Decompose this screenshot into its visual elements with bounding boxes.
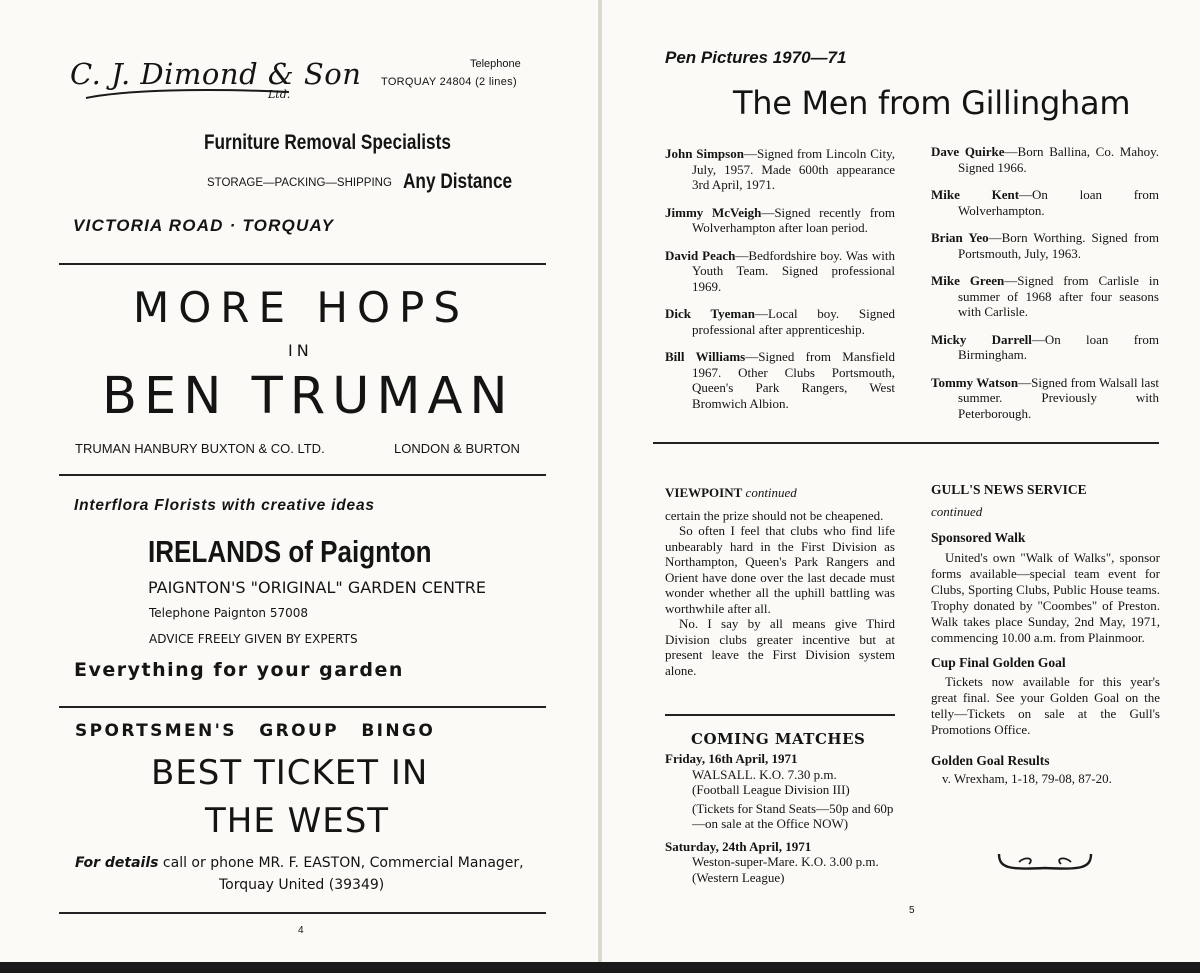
player-description: —Bedfordshire boy. Was with Youth Team. Signed professional 1969. (692, 247, 895, 294)
irelands-slogan: Everything for your garden (74, 659, 404, 681)
golden-goal-results-text: v. Wrexham, 1-18, 79-08, 87-20. (942, 770, 1112, 786)
dimond-any-distance: Any Distance (403, 170, 513, 193)
player-name: Dave Quirke (931, 144, 1005, 159)
irelands-tagline: Interflora Florists with creative ideas (74, 497, 375, 514)
player-description: —Signed from Mansfield 1967. Other Clubs Portsmouth, Queen's Park Rangers, West Bromwich Albion. (692, 349, 895, 411)
viewpoint-para2: So often I feel that clubs who find life unbearably hard in the First Division as Northampton, Queen's Park Rangers and Orient have done over the last decade must wonder whether all the uphill battling was worthwhile after all. (665, 523, 895, 616)
player-entry (931, 375, 1159, 422)
player-entry (665, 146, 895, 193)
dimond-telephone-number: TORQUAY 24804 (2 lines) (381, 76, 517, 88)
viewpoint-para3: No. I say by all means give Third Division clubs greater incentive but at present leave the First Division system alone. (665, 616, 895, 678)
scan-edge (0, 962, 1200, 973)
player-name: Mike Green (931, 273, 1005, 288)
match2-details (665, 854, 897, 885)
player-name: Jimmy McVeigh (665, 204, 762, 220)
player-entry (665, 248, 895, 295)
irelands-name: IRELANDS of Paignton (148, 534, 432, 569)
divider (665, 714, 895, 716)
player-description: —Born Worthing. Signed from Portsmouth, July, 1963. (958, 230, 1159, 261)
player-entry (931, 273, 1159, 320)
players-right-column (931, 144, 1159, 433)
player-entry (931, 187, 1159, 218)
player-entry (665, 349, 895, 411)
match1-details (665, 767, 897, 832)
player-description: —On loan from Birmingham. (958, 331, 1159, 362)
divider (59, 912, 546, 914)
bingo-details-bold: For details (75, 855, 159, 871)
player-name: Tommy Watson (931, 374, 1019, 390)
dimond-services: STORAGE—PACKING—SHIPPING (207, 177, 392, 189)
bingo-details-text: call or phone MR. F. EASTON, Commercial Manager, (158, 855, 524, 871)
gulls-continued: continued (931, 503, 983, 519)
player-description: —On loan from Wolverhampton. (958, 187, 1159, 218)
dimond-headline: Furniture Removal Specialists (204, 131, 451, 154)
match1-date: Friday, 16th April, 1971 (665, 751, 798, 766)
right-page (602, 0, 1200, 962)
bingo-title: SPORTSMEN'S GROUP BINGO (75, 721, 436, 741)
sponsored-walk-heading: Sponsored Walk (931, 530, 1026, 545)
divider (59, 474, 546, 476)
section-label: Pen Pictures 1970—71 (665, 48, 847, 67)
player-entry (665, 306, 895, 337)
page-number-left: 4 (298, 925, 304, 936)
match2-line1: Weston-super-Mare. K.O. 3.00 p.m. (692, 854, 879, 869)
irelands-advice: ADVICE FREELY GIVEN BY EXPERTS (149, 632, 358, 646)
irelands-telephone: Telephone Paignton 57008 (149, 606, 309, 620)
dimond-ltd: Ltd. (268, 88, 291, 101)
player-description: —Signed from Carlisle in summer of 1968 after four seasons with Carlisle. (958, 273, 1159, 319)
golden-goal-results-heading: Golden Goal Results (931, 753, 1050, 768)
sponsored-walk-text: United's own "Walk of Walks", sponsor forms available—special team event for Clubs, Sporting Clubs, Public House teams. Trophy donated by "Coombes" of Preston. Walk takes place Sunday, 2nd May, 1971, commencing 10.00 a.m. from Plainmoor. (931, 549, 1160, 645)
truman-more-hops: MORE HOPS (133, 283, 469, 332)
dimond-address: VICTORIA ROAD · TORQUAY (73, 216, 335, 235)
gulls-news-section (931, 482, 1160, 786)
player-name: Bill Williams (665, 349, 746, 364)
player-entry (665, 205, 895, 236)
left-page (0, 0, 598, 962)
truman-in: IN (288, 341, 313, 360)
player-description: —Signed from Lincoln City, July, 1957. Made 600th appearance 3rd April, 1971. (692, 146, 895, 192)
divider (59, 706, 546, 708)
divider (59, 263, 546, 265)
player-entry (931, 144, 1159, 175)
player-name: David Peach (665, 247, 736, 263)
match2-date: Saturday, 24th April, 1971 (665, 838, 812, 854)
cup-final-heading: Cup Final Golden Goal (931, 654, 1066, 670)
truman-location: LONDON & BURTON (394, 441, 520, 456)
irelands-subtitle: PAIGNTON'S "ORIGINAL" GARDEN CENTRE (148, 578, 487, 597)
viewpoint-section (665, 485, 895, 678)
bingo-line2: THE WEST (205, 801, 390, 841)
player-description: —Signed recently from Wolverhampton after loan period. (692, 204, 895, 235)
coming-matches-title: COMING MATCHES (691, 730, 866, 748)
player-name: John Simpson (665, 146, 744, 161)
player-entry (931, 332, 1159, 363)
logo-flourish-icon (84, 86, 294, 102)
dimond-telephone-label: Telephone (470, 58, 521, 70)
match2-line2: (Western League) (692, 869, 785, 885)
bingo-details-line2: Torquay United (39349) (219, 877, 385, 893)
player-description: —Signed from Walsall last summer. Previously with Peterborough. (958, 374, 1159, 421)
viewpoint-heading: VIEWPOINT (665, 485, 743, 500)
match1-line2: (Football League Division III) (692, 782, 850, 797)
truman-ben-truman: BEN TRUMAN (102, 367, 515, 426)
dimond-logo: C. J. Dimond & Son (70, 57, 362, 91)
coming-matches-section (665, 751, 897, 885)
player-description: —Local boy. Signed professional after apprenticeship. (692, 306, 895, 337)
divider (653, 442, 1159, 444)
match1-line1: WALSALL. K.O. 7.30 p.m. (692, 766, 837, 782)
match1-line3: (Tickets for Stand Seats—50p and 60p—on sale at the Office NOW) (692, 800, 894, 831)
player-entry (931, 230, 1159, 261)
players-left-column (665, 146, 895, 423)
player-description: —Born Ballina, Co. Mahoy. Signed 1966. (958, 144, 1159, 175)
player-name: Micky Darrell (931, 331, 1032, 347)
player-name: Brian Yeo (931, 230, 989, 245)
bingo-details (75, 855, 524, 871)
decorative-flourish-icon (995, 846, 1095, 876)
viewpoint-para1: certain the prize should not be cheapened. (665, 507, 884, 523)
truman-company: TRUMAN HANBURY BUXTON & CO. LTD. (75, 441, 325, 456)
page-title: The Men from Gillingham (733, 84, 1131, 122)
viewpoint-continued: continued (745, 485, 797, 500)
player-name: Mike Kent (931, 187, 1020, 202)
gulls-heading: GULL'S NEWS SERVICE (931, 482, 1087, 497)
player-name: Dick Tyeman (665, 306, 755, 321)
cup-final-text: Tickets now available for this year's great final. See your Golden Goal on the telly—Tickets on sale at the Gull's Promotions Office. (931, 674, 1160, 737)
bingo-line1: BEST TICKET IN (151, 753, 429, 793)
page-number-right: 5 (909, 905, 915, 916)
